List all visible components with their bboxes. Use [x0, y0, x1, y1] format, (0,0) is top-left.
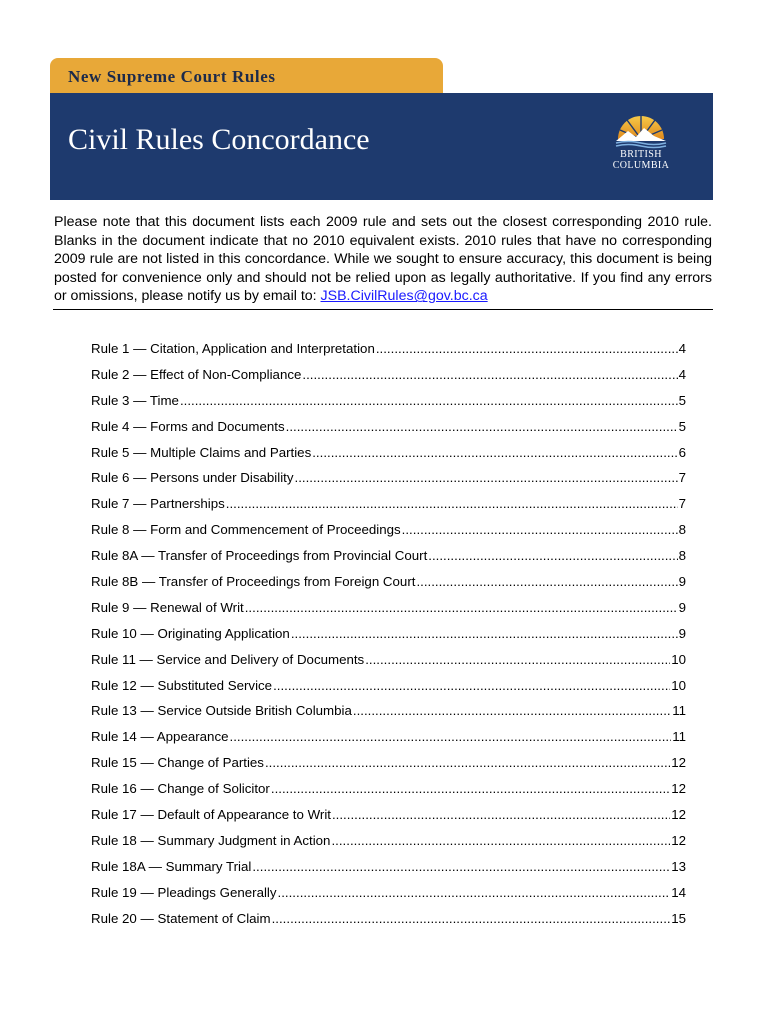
- toc-entry[interactable]: [91, 652, 686, 678]
- toc-entry-title: Rule 20 — Statement of Claim: [91, 910, 271, 926]
- toc-entry-title: Rule 18 — Summary Judgment in Action: [91, 832, 331, 848]
- toc-entry-page: 7: [678, 470, 686, 486]
- toc-entry-page: 10: [671, 651, 686, 667]
- toc-entry-page: 12: [671, 832, 686, 848]
- toc-entry[interactable]: [91, 911, 686, 937]
- toc-entry-page: 5: [678, 392, 686, 408]
- toc-leader-dots: [295, 470, 678, 485]
- sun-over-mountains-icon: [606, 109, 676, 149]
- toc-entry[interactable]: [91, 626, 686, 652]
- toc-entry-title: Rule 19 — Pleadings Generally: [91, 884, 277, 900]
- logo-line-1: BRITISH: [620, 149, 662, 160]
- toc-entry-page: 13: [671, 858, 686, 874]
- toc-entry-page: 6: [678, 444, 686, 460]
- toc-entry[interactable]: [91, 859, 686, 885]
- toc-entry-title: Rule 3 — Time: [91, 392, 179, 408]
- toc-leader-dots: [331, 833, 670, 848]
- toc-entry-page: 9: [678, 625, 686, 641]
- toc-leader-dots: [286, 419, 678, 434]
- intro-paragraph: [54, 213, 712, 306]
- toc-leader-dots: [302, 367, 677, 382]
- toc-entry[interactable]: [91, 574, 686, 600]
- toc-entry-title: Rule 15 — Change of Parties: [91, 755, 264, 771]
- toc-leader-dots: [402, 522, 678, 537]
- toc-entry-title: Rule 16 — Change of Solicitor: [91, 781, 270, 797]
- page-title: Civil Rules Concordance: [68, 123, 370, 156]
- header-tab: [50, 58, 443, 96]
- toc-entry[interactable]: [91, 729, 686, 755]
- toc-entry[interactable]: [91, 496, 686, 522]
- toc-entry-page: 8: [678, 548, 686, 564]
- email-link[interactable]: JSB.CivilRules@gov.bc.ca: [320, 288, 488, 305]
- divider: [53, 309, 713, 310]
- toc-entry-page: 8: [678, 522, 686, 538]
- title-banner: [50, 93, 713, 200]
- toc-entry-page: 5: [678, 418, 686, 434]
- toc-entry-title: Rule 8B — Transfer of Proceedings from Foreign Court: [91, 574, 416, 590]
- intro-text: Please note that this document lists each 2009 rule and sets out the closest corresponding 2010 rule. Blanks in the document indicate that no 2010 equivalent exists. 2010 rules that have no corresponding 2009 rule are not listed in this concordance. While we sought to ensure accuracy, this document is being posted for convenience only and should not be relied upon as legally authoritative. If you find any errors or omissions, please notify us by email to:: [54, 214, 712, 305]
- toc-leader-dots: [428, 548, 677, 563]
- toc-entry-title: Rule 1 — Citation, Application and Interpretation: [91, 341, 375, 356]
- toc-leader-dots: [353, 703, 671, 718]
- toc-entry-page: 9: [678, 599, 686, 615]
- toc-entry-title: Rule 18A — Summary Trial: [91, 858, 252, 874]
- toc-entry-title: Rule 11 — Service and Delivery of Documents: [91, 651, 365, 667]
- toc-entry-title: Rule 8 — Form and Commencement of Proceedings: [91, 522, 401, 538]
- toc-leader-dots: [365, 652, 670, 667]
- toc-entry-title: Rule 13 — Service Outside British Columbia: [91, 703, 352, 719]
- toc-entry-page: 11: [672, 729, 686, 745]
- toc-entry-page: 14: [671, 884, 686, 900]
- toc-entry-title: Rule 12 — Substituted Service: [91, 677, 273, 693]
- toc-entry-title: Rule 17 — Default of Appearance to Writ: [91, 807, 331, 823]
- toc-leader-dots: [226, 496, 678, 511]
- toc-entry-page: 10: [671, 677, 686, 693]
- toc-entry-page: 4: [678, 341, 686, 356]
- toc-entry-page: 15: [671, 910, 686, 926]
- toc-leader-dots: [416, 574, 677, 589]
- toc-entry-title: Rule 14 — Appearance: [91, 729, 229, 745]
- toc-entry[interactable]: [91, 703, 686, 729]
- logo-line-2: COLUMBIA: [612, 160, 670, 171]
- toc-entry[interactable]: [91, 341, 686, 367]
- toc-leader-dots: [272, 911, 671, 926]
- toc-entry[interactable]: [91, 367, 686, 393]
- toc-entry-title: Rule 2 — Effect of Non-Compliance: [91, 366, 302, 382]
- toc-entry[interactable]: [91, 600, 686, 626]
- toc-entry-title: Rule 6 — Persons under Disability: [91, 470, 294, 486]
- toc-leader-dots: [376, 341, 678, 356]
- toc-entry[interactable]: [91, 419, 686, 445]
- toc-entry-title: Rule 10 — Originating Application: [91, 625, 290, 641]
- toc-leader-dots: [332, 807, 670, 822]
- toc-entry[interactable]: [91, 807, 686, 833]
- toc-entry[interactable]: [91, 678, 686, 704]
- toc-entry[interactable]: [91, 885, 686, 911]
- toc-entry-title: Rule 5 — Multiple Claims and Parties: [91, 444, 312, 460]
- toc-entry-title: Rule 4 — Forms and Documents: [91, 418, 285, 434]
- toc-entry[interactable]: [91, 445, 686, 471]
- toc-entry[interactable]: [91, 755, 686, 781]
- toc-leader-dots: [271, 781, 670, 796]
- toc-entry-page: 12: [671, 755, 686, 771]
- table-of-contents: [91, 341, 686, 936]
- toc-entry-title: Rule 9 — Renewal of Writ: [91, 599, 244, 615]
- toc-entry-page: 11: [672, 703, 686, 719]
- toc-entry-page: 12: [671, 807, 686, 823]
- toc-entry-page: 12: [671, 781, 686, 797]
- bc-logo: [606, 109, 676, 181]
- toc-entry-title: Rule 7 — Partnerships: [91, 496, 225, 512]
- toc-entry-title: Rule 8A — Transfer of Proceedings from Provincial Court: [91, 548, 428, 564]
- toc-leader-dots: [273, 678, 670, 693]
- tab-label: New Supreme Court Rules: [68, 67, 276, 86]
- toc-entry[interactable]: [91, 781, 686, 807]
- toc-leader-dots: [278, 885, 671, 900]
- toc-entry-page: 7: [678, 496, 686, 512]
- toc-leader-dots: [312, 445, 677, 460]
- toc-leader-dots: [265, 755, 670, 770]
- toc-entry[interactable]: [91, 393, 686, 419]
- toc-entry[interactable]: [91, 833, 686, 859]
- toc-entry[interactable]: [91, 522, 686, 548]
- toc-entry-page: 9: [678, 574, 686, 590]
- toc-leader-dots: [230, 729, 672, 744]
- toc-leader-dots: [180, 393, 678, 408]
- toc-leader-dots: [291, 626, 678, 641]
- toc-entry[interactable]: [91, 548, 686, 574]
- toc-leader-dots: [252, 859, 670, 874]
- toc-entry-page: 4: [678, 366, 686, 382]
- toc-leader-dots: [245, 600, 678, 615]
- toc-entry[interactable]: [91, 470, 686, 496]
